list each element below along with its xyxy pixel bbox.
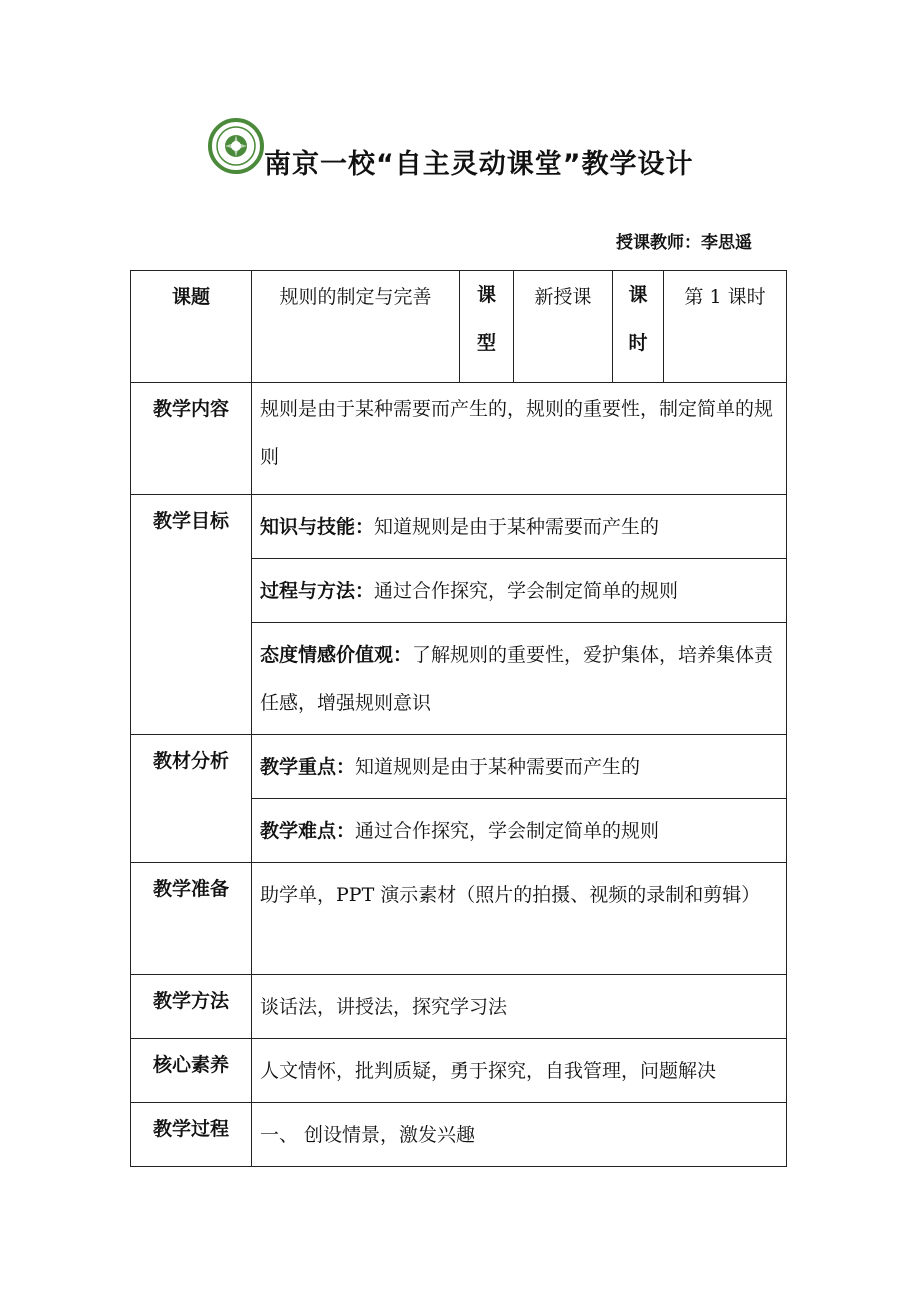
document-header [0, 118, 920, 198]
table-row [131, 735, 787, 799]
table-row [131, 383, 787, 495]
analysis-item: 教学重点：知道规则是由于某种需要而产生的 [252, 735, 787, 799]
row-label: 教学准备 [131, 863, 252, 975]
period-value: 第 1 课时 [664, 271, 787, 383]
row-label: 教学内容 [131, 383, 252, 495]
school-seal-icon [207, 118, 265, 174]
row-label: 教学过程 [131, 1103, 252, 1167]
goal-item: 知识与技能：知道规则是由于某种需要而产生的 [252, 495, 787, 559]
goal-item: 过程与方法：通过合作探究，学会制定简单的规则 [252, 559, 787, 623]
page-title: 南京一校“自主灵动课堂”教学设计 [264, 149, 694, 180]
goal-item: 态度情感价值观：了解规则的重要性，爱护集体，培养集体责任感，增强规则意识 [252, 623, 787, 735]
process-value: 一、 创设情景，激发兴趣 [252, 1103, 787, 1167]
row-label: 课题 [131, 271, 252, 383]
teacher-name: 授课教师：李思遥 [616, 233, 752, 253]
type-value: 新授课 [514, 271, 613, 383]
methods-value: 谈话法，讲授法，探究学习法 [252, 975, 787, 1039]
row-label: 教学方法 [131, 975, 252, 1039]
analysis-item: 教学难点：通过合作探究，学会制定简单的规则 [252, 799, 787, 863]
topic-value: 规则的制定与完善 [252, 271, 460, 383]
row-label: 教学目标 [131, 495, 252, 735]
preparation-value: 助学单，PPT 演示素材（照片的拍摄、视频的录制和剪辑） [252, 863, 787, 975]
content-value: 规则是由于某种需要而产生的，规则的重要性，制定简单的规则 [252, 383, 787, 495]
literacy-value: 人文情怀，批判质疑，勇于探究，自我管理，问题解决 [252, 1039, 787, 1103]
table-row [131, 1103, 787, 1167]
period-label: 课 时 [613, 271, 664, 383]
table-row [131, 1039, 787, 1103]
table-row [131, 271, 787, 383]
row-label: 教材分析 [131, 735, 252, 863]
table-row [131, 863, 787, 975]
table-row [131, 975, 787, 1039]
lesson-plan-table [130, 270, 787, 1167]
type-label: 课 型 [460, 271, 514, 383]
row-label: 核心素养 [131, 1039, 252, 1103]
table-row [131, 495, 787, 559]
